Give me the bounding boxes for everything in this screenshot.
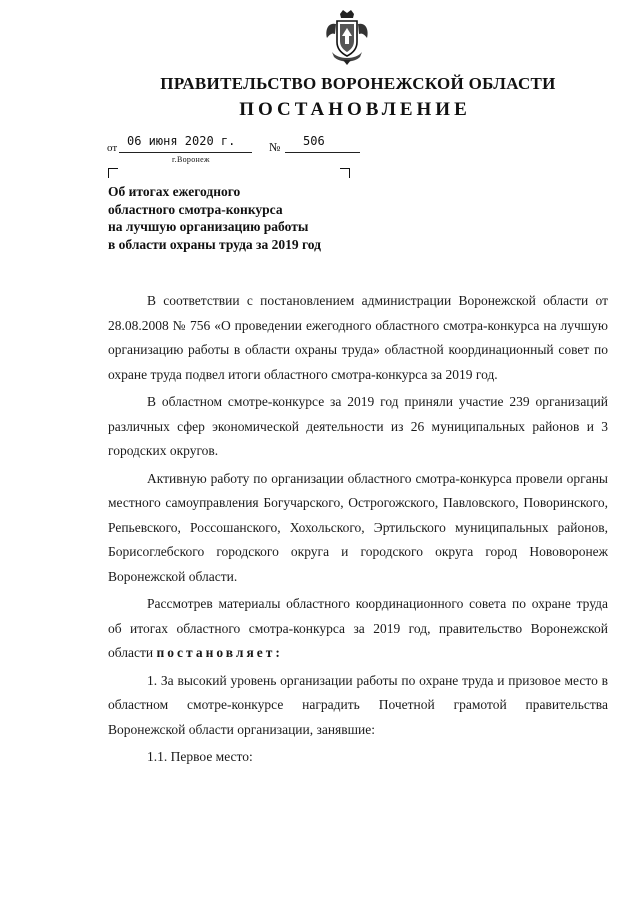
number-underline [285, 152, 360, 153]
document-subject [108, 183, 388, 253]
date-prefix-label: от [107, 142, 118, 154]
date-underline [119, 152, 252, 153]
body-paragraph: В областном смотре-конкурсе за 2019 год приняли участие 239 организаций различных сфер экономической деятельности из 26 муниципальных районов и 3 городских округов. [108, 394, 608, 458]
body-paragraph: 1. За высокий уровень организации работы по охране труда и призовое место в областном смотре-конкурсе наградить Почетной грамотой правительства Воронежской области организации, занявшие: [108, 672, 608, 737]
resolution-verb: постановляет: [156, 645, 283, 660]
body-paragraph: 1.1. Первое место: [147, 749, 253, 764]
bracket-corner-right [340, 168, 350, 178]
subject-line: областного смотра-конкурса [108, 201, 283, 217]
document-number: 506 [303, 134, 325, 148]
document-type-title: ПОСТАНОВЛЕНИЕ [239, 99, 471, 120]
document-date: 06 июня 2020 г. [127, 134, 236, 148]
resolution-text: Рассмотрев материалы областного координационного совета по охране труда об итогах областного смотра-конкурса за 2019 год, правительство Воронежской области [108, 596, 608, 660]
coat-of-arms-icon [322, 8, 372, 66]
subject-line: Об итогах ежегодного [108, 184, 241, 199]
document-meta-row [107, 134, 367, 154]
bracket-corner-left [108, 168, 118, 178]
number-prefix-label: № [269, 140, 281, 154]
document-body [108, 289, 608, 773]
body-paragraph-resolution [108, 592, 608, 666]
organization-title: ПРАВИТЕЛЬСТВО ВОРОНЕЖСКОЙ ОБЛАСТИ [160, 74, 556, 93]
body-paragraph: В соответствии с постановлением администрации Воронежской области от 28.08.2008 № 756 «О проведении ежегодного областного смотра-конкурса на лучшую организацию работы в области охраны труда» областной координационный совет по охране труда подвел итоги областного смотра-конкурса за 2019 год. [108, 293, 608, 382]
body-paragraph: Активную работу по организации областного смотра-конкурса провели органы местного самоуправления Богучарского, Острогожского, Павловского, Поворинского, Репьевского, Россошанского, Хохольского, Эртильского муниципальных районов, Борисоглебского городского округа и городского округа город Нововоронеж Воронежской области. [108, 470, 608, 584]
city-label: г.Воронеж [172, 155, 210, 164]
subject-line: в области охраны труда за 2019 год [108, 236, 321, 252]
subject-line: на лучшую организацию работы [108, 219, 309, 234]
